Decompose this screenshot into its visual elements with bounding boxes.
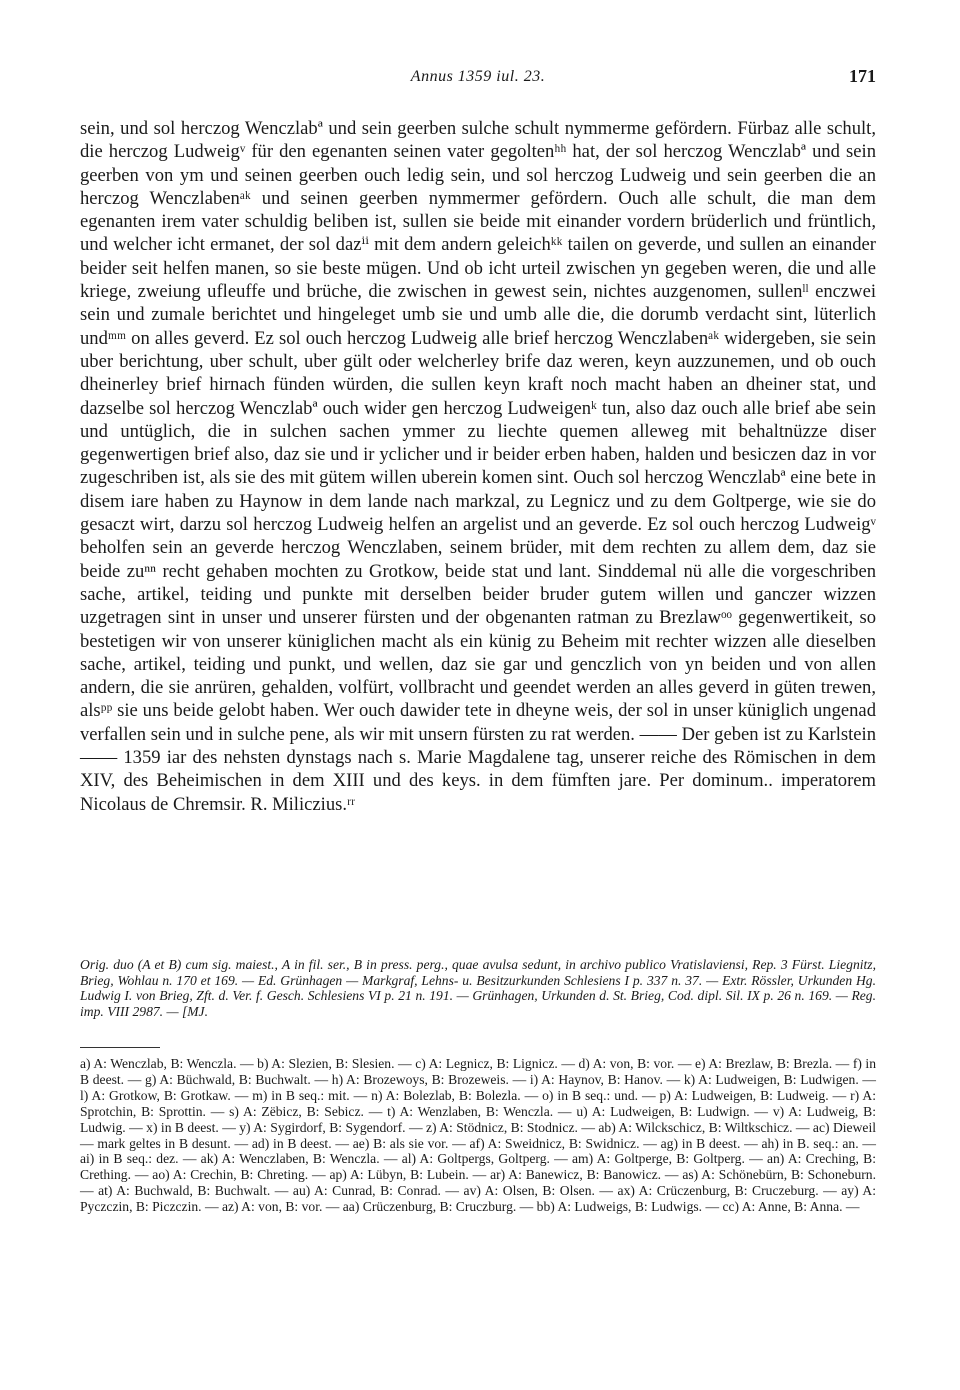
page-header xyxy=(80,68,876,92)
running-head: Annus 1359 iul. 23. xyxy=(410,68,546,85)
charter-text: sein, und sol herczog Wenczlabª und sein geerben sulche schult nymmerme gefördern. Fürbaz alle schult, die herczog Ludweigᵛ für den egenanten seinen vater gegoltenʰʰ hat, der sol herczog Wenczlabª und sein geerben von ym und seinen geerben ouch ledig sein, und sol herczog Ludweig und sein geerben die an herczog Wenczlabenᵃᵏ und seinen geerben nymmermer gefördern. Ouch alle schult, die man dem egenanten irem vater schuldig beliben ist, sullen sie beide mit einander vordern brüderlich und früntlich, und welcher icht ermanet, der sol dazⁱⁱ mit dem andern geleichᵏᵏ tailen on geverde, und sullen an einander beider seit helfen manen, so sie beste mügen. Und ob icht urteil zwischen yn gegeben weren, die und alle kriege, zweiung ufleuffe und brüche, die zwischen in gewest sein, nichtes auzgenomen, sullenˡˡ enczwei sein und zumale berichtet und hingeleget umb sie und umb alle die, die dorumb verdacht sint, lüterlich undᵐᵐ on alles geverd. Ez sol ouch herczog Ludweig alle brief herczog Wenczlabenᵃᵏ widergeben, sie sein uber berichtung, uber schult, uber gült oder welcherley brife daz weren, keyn auzzunemen, und ob ouch dheinerley brief hirnach fünden würden, die sullen keyn kraft noch macht haben an dheiner stat, und dazselbe sol herczog Wenczlabª ouch wider gen herczog Ludweigenᵏ tun, also daz ouch alle brief abe sein und untüglich, die in sulchen sachen ymmer zu liechte quemen alleweg mit behaltnüzze diser gegenwertigen brief also, daz sie und ir yclicher und ir beider erben haben, halden und besiczen daz in vor zugeschriben ist, als sie des mit gütem willen uberein komen sint. Ouch sol herczog Wenczlabª eine bete in disem iare haben zu Haynow in dem lande nach markzal, zu Legnicz und zu dem Goltperge, wie sie do gesaczt wirt, darzu sol herczog Ludweig helfen an argelist und an geverde. Ez sol ouch herczog Ludweigᵛ beholfen sein an geverde herczog Wenczlaben, seinem brüder, mit dem rechten zu allem dem, daz sie beide zuⁿⁿ recht gehaben mochten zu Grotkow, beide stat und lant. Sinddemal nü alle die vorgeschriben sache, artikel, teiding und punkte mit derselben beider bruder gutem willen und ganczer wizzen uzgetragen sint in unser und unserer fürsten und der obgenanten ratman zu Brezlawᵒᵒ gegenwertikeit, so bestetigen wir von unserer küniglichen macht als ein künig zu Beheim mit rechter wizzen alle dieselben sache, artikel, teiding und punkt, und wellen, daz sie gar und genczlich von yn beiden und von allen andern, die sie anrüren, gehalden, volfürt, vollbracht und geendet werden an alles geverd in güten trewen, alsᵖᵖ sie uns beide gelobt haben. Wer ouch dawider tete in dheyne weis, der sol in unser küniglich ungenad verfallen sein und in sulche pene, als wir mit unsern fürsten zu rat werden. —— Der geben ist zu Karlstein —— 1359 iar des nehsten dynstags nach s. Marie Magdalene tag, unserer reiche des Römischen in dem XIV, des Beheimischen in dem XIII und des keys. in dem fümften jare. Per dominum.. imperatorem Nicolaus de Chremsir. R. Miliczius.ʳʳ xyxy=(80,118,876,815)
footnotes: a) A: Wenczlab, B: Wenczla. — b) A: Slezien, B: Slesien. — c) A: Legnicz, B: Lignicz. — d) A: von, B: vor. — e) A: Brezlaw, B: Brezla. — f) in B deest. — g) A: Büchwald, B: Buchwalt. — h) A: Brozewoys, B: Brozeweis. — i) A: Haynov, B: Hanov. — k) A: Ludweigen, B: Ludwigen. — l) A: Grotkow, B: Grotkaw. — m) in B seq.: mit. — n) A: Bolezlab, B: Bolezla. — o) in B seq.: und. — p) A: Ludweigen, B: Ludweig. — r) A: Sprotchin, B: Sprottin. — s) A: Zëbicz, B: Sebicz. — t) A: Wenzlaben, B: Wenczla. — u) A: Ludweigen, B: Ludwign. — v) A: Ludweig, B: Ludwig. — x) in B deest. — y) A: Sygirdorf, B: Sygendorf. — z) A: Stödnicz, B: Stodnicz. — ab) A: Wilckschicz, B: Wiltkschicz. — ac) Dieweil — mark geltes in B desunt. — ad) in B deest. — ae) B: als sie vor. — af) A: Sweidnicz, B: Swidnicz. — ag) in B deest. — ah) in B. seq.: an. — ai) in B seq.: dez. — ak) A: Wenczlaben, B: Wenczla. — al) A: Goltpergs, Goltperg. — am) A: Goltperge, B: Goltperg. — an) A: Creching, B: Crething. — ao) A: Crechin, B: Chreting. — ap) A: Lübyn, B: Lubein. — ar) A: Banewicz, B: Banowicz. — as) A: Schönebürn, B: Schoneburn. — at) A: Buchwald, B: Buchwalt. — au) A: Cunrad, B: Conrad. — av) A: Olsen, B: Olsen. — ax) A: Crüczenburg, B: Cruczeburg. — ay) A: Pyczczin, B: Piczczin. — az) A: von, B: vor. — aa) Crüczenburg, B: Cruczburg. — bb) A: Ludweigs, B: Ludwigs. — cc) A: Anne, B: Anna. — xyxy=(80,1056,876,1215)
page-number: 171 xyxy=(849,66,876,86)
source-note: Orig. duo (A et B) cum sig. maiest., A in fil. ser., B in press. perg., quae avulsa sedunt, in archivo publico Vratislaviensi, Rep. 3 Fürst. Liegnitz, Brieg, Wohlau n. 170 et 169. — Ed. Grünhagen — Markgraf, Lehns- u. Besitzurkunden Schlesiens I p. 337 n. 37. — Extr. Rössler, Urkunden Hg. Ludwig I. von Brieg, Zft. d. Ver. f. Gesch. Schlesiens VI p. 21 n. 191. — Grünhagen, Urkunden d. St. Brieg, Cod. dipl. Sil. IX p. 26 n. 169. — Reg. imp. VIII 2987. — [MJ. xyxy=(80,957,876,1019)
footnote-divider xyxy=(80,1047,160,1048)
